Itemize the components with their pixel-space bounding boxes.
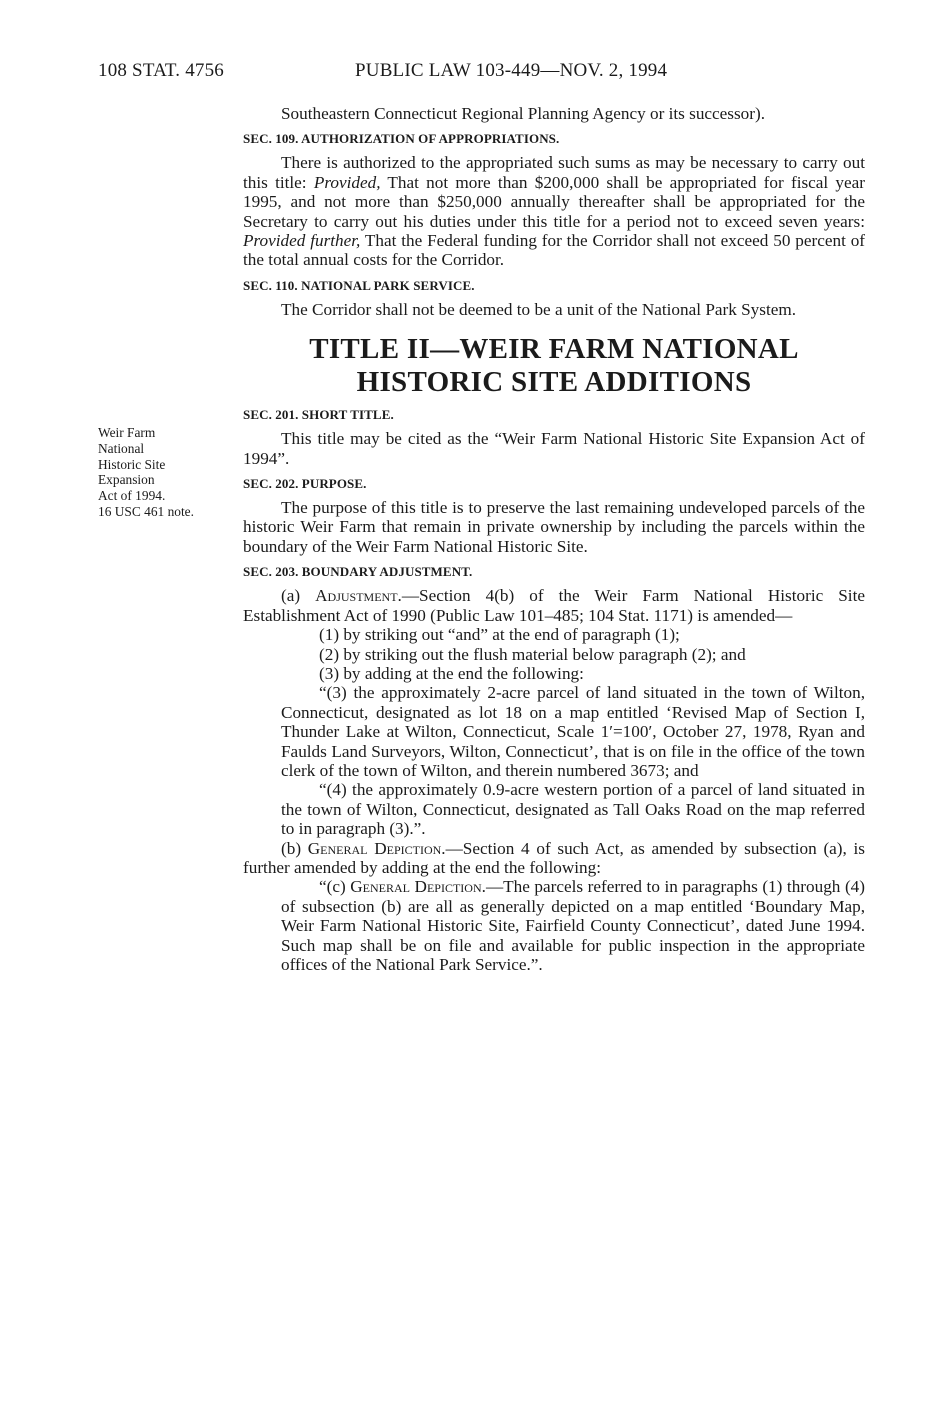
subsection-label: (b) [281,838,308,858]
section-110-paragraph: The Corridor shall not be deemed to be a unit of the National Park System. [281,299,797,319]
text-run: —Section 4(b) of the Weir Farm National Historic Site Establishment Act of 1990 (Public Law 101–485; 104 Stat. 1171) is amended— [243,586,865,625]
section-202-paragraph: The purpose of this title is to preserve the last remaining undeveloped parcels of the historic Weir Farm that remain in private ownership by including the parcels within the boundary of the Weir Farm National Historic Site. [243,498,865,556]
subsection-label: “(c) [319,877,351,897]
continuation-paragraph: Southeastern Connecticut Regional Planning Agency or its successor). [281,104,766,123]
subsection-label: (a) [281,586,316,606]
subsection-heading: Adjustment. [315,586,402,606]
margin-note-line: Expansion [98,472,155,488]
margin-note-line: National [98,440,145,456]
paragraph-a3: (3) by adding at the end the following: [319,663,584,683]
margin-note-line: Historic Site [98,456,166,472]
section-201-heading: SEC. 201. SHORT TITLE. [243,407,394,423]
text-run: —The parcels referred to in paragraphs (1) through (4) of subsection (b) are all as generally depicted on a map entitled ‘Boundary Map, Weir Farm National Historic Site, Fairfield County Connecticut’, dated June 1994. Such map shall be on file and available for public inspection in the appropriate offices of the National Park Service.”. [281,877,865,974]
paragraph-a1: (1) by striking out “and” at the end of paragraph (1); [319,625,680,645]
text-run: —Section 4 of such Act, as amended by subsection (a), is further amended by adding at the end the following: [243,838,865,877]
section-203-heading: SEC. 203. BOUNDARY ADJUSTMENT. [243,564,473,580]
text-run: There is authorized to the appropriated such sums as may be necessary to carry out this title: [243,153,865,192]
text-run: That the Federal funding for the Corridor shall not exceed 50 percent of the total annual costs for the Corridor. [243,231,866,270]
subsection-a-paragraph [243,586,865,625]
italic-proviso: Provided, [313,172,381,192]
quoted-paragraph-4: “(4) the approximately 0.9-acre western portion of a parcel of land situated in the town of Wilton, Connecticut, designated as Tall Oaks Road on the map referred to in paragraph (3).”. [281,780,865,839]
subsection-heading: General Depiction. [307,838,446,858]
title-line: TITLE II—WEIR FARM NATIONAL [309,333,799,366]
public-law-header: PUBLIC LAW 103-449—NOV. 2, 1994 [355,60,668,81]
margin-note-line: Act of 1994. [98,488,166,504]
section-109-heading: SEC. 109. AUTHORIZATION OF APPROPRIATIONS. [243,131,560,147]
section-110-heading: SEC. 110. NATIONAL PARK SERVICE. [243,277,475,293]
quoted-paragraph-3: “(3) the approximately 2-acre parcel of land situated in the town of Wilton, Connecticut, designated as lot 18 on a map entitled ‘Revised Map of Section I, Thunder Lake at Wilton, Connecticut, Scale 1′=100′, October 27, 1978, Ryan and Faulds Land Surveyors, Wilton, Connecticut’, that is on file in the office of the town clerk of the town of Wilton, and therein numbered 3673; and [281,683,865,780]
quoted-subsection-c [243,877,865,974]
title-heading [243,333,865,399]
section-202-heading: SEC. 202. PURPOSE. [243,476,367,492]
margin-note-line: 16 USC 461 note. [98,503,194,519]
margin-note-line: Weir Farm [98,425,156,440]
italic-proviso: Provided further, [243,231,361,251]
section-109-paragraph [243,153,865,269]
margin-note [98,425,238,520]
statute-page-reference: 108 STAT. 4756 [98,60,225,81]
subsection-heading: General Depiction. [350,877,486,897]
paragraph-a2: (2) by striking out the flush material below paragraph (2); and [319,644,746,664]
subsection-b-paragraph [243,839,865,878]
main-text-column [243,104,865,974]
section-201-paragraph: This title may be cited as the “Weir Farm National Historic Site Expansion Act of 1994”. [243,429,865,468]
title-line: HISTORIC SITE ADDITIONS [356,366,752,399]
text-run: That not more than $200,000 shall be appropriated for fiscal year 1995, and not more than $250,000 annually thereafter shall be appropriated for the Secretary to carry out his duties under this title for a period not to exceed seven years: [243,172,865,231]
